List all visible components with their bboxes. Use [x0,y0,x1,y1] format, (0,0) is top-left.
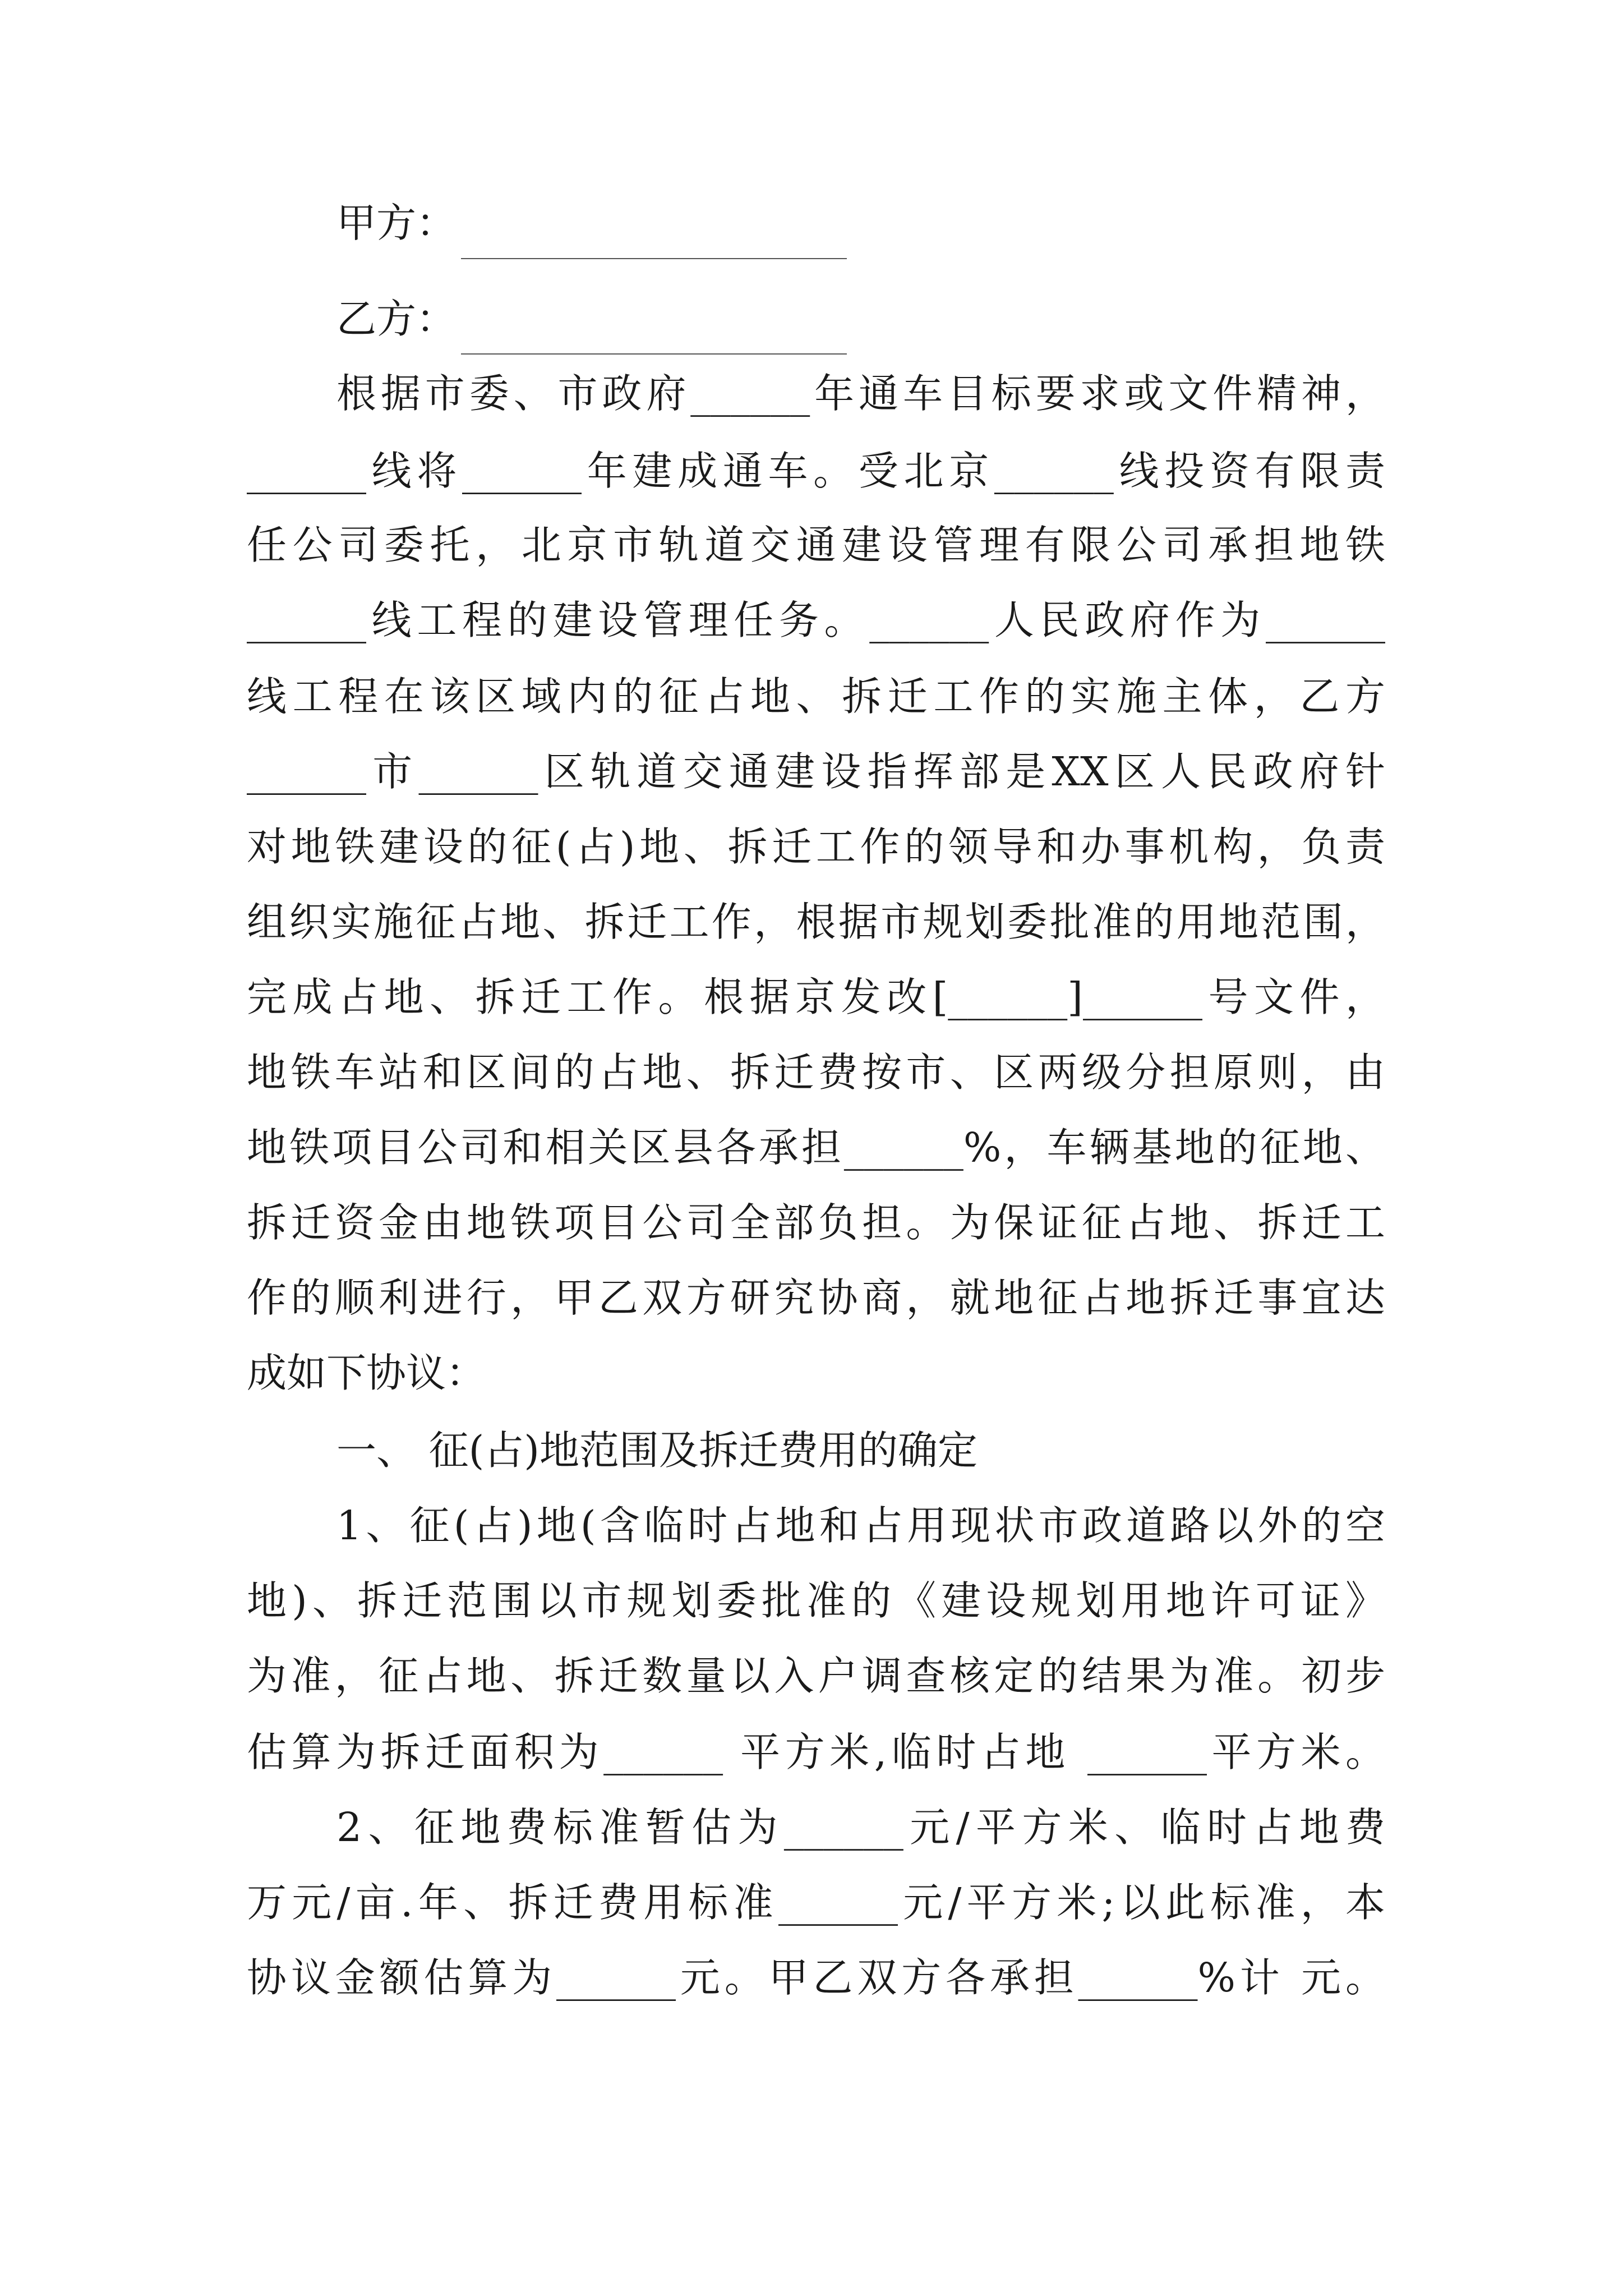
body-line-12: 拆迁资金由地铁项目公司全部负担。为保证征占地、拆迁工 [247,1199,1385,1246]
body-line-2: ______线将______年建成通车。受北京______线投资有限责 [247,448,1385,494]
clause-2-line-3: 协议金额估算为______元。甲乙双方各承担______%计 元。 [247,1954,1385,2001]
party-a-field-line [461,258,847,259]
body-line-7: 对地铁建设的征(占)地、拆迁工作的领导和办事机构，负责 [247,823,1385,870]
body-line-1: 根据市委、市政府______年通车目标要求或文件精神， [336,370,1385,417]
party-b-field-line [461,353,847,355]
section-heading-1: 一、 征(占)地范围及拆迁费用的确定 [336,1427,978,1474]
clause-1-line-2: 地)、拆迁范围以市规划委批准的《建设规划用地许可证》 [247,1577,1385,1624]
body-line-5: 线工程在该区域内的征占地、拆迁工作的实施主体，乙方 [247,673,1385,720]
body-line-11: 地铁项目公司和相关区县各承担______%，车辆基地的征地、 [247,1124,1385,1171]
party-a-label: 甲方： [336,200,457,246]
clause-2-line-2: 万元/亩.年、拆迁费用标准______元/平方米;以此标准，本 [247,1879,1385,1926]
body-line-8: 组织实施征占地、拆迁工作，根据市规划委批准的用地范围， [247,899,1385,945]
body-line-14: 成如下协议： [247,1350,486,1396]
clause-1-line-4: 估算为拆迁面积为______ 平方米,临时占地 ______平方米。 [247,1729,1385,1775]
body-line-3: 任公司委托，北京市轨道交通建设管理有限公司承担地铁 [247,522,1385,568]
body-line-9: 完成占地、拆迁工作。根据京发改[______]______号文件， [247,974,1385,1020]
body-line-13: 作的顺利进行，甲乙双方研究协商，就地征占地拆迁事宜达 [247,1274,1385,1321]
party-b-label: 乙方： [336,296,457,342]
clause-1-line-3: 为准，征占地、拆迁数量以入户调查核定的结果为准。初步 [247,1653,1385,1699]
body-line-10: 地铁车站和区间的占地、拆迁费按市、区两级分担原则，由 [247,1049,1385,1096]
body-line-6: ______市______区轨道交通建设指挥部是XX区人民政府针 [247,748,1385,795]
clause-1-line-1: 1、征(占)地(含临时占地和占用现状市政道路以外的空 [336,1502,1385,1549]
body-line-4: ______线工程的建设管理任务。______人民政府作为______ [247,597,1385,643]
clause-2-line-1: 2、征地费标准暂估为______元/平方米、临时占地费 [336,1804,1385,1851]
